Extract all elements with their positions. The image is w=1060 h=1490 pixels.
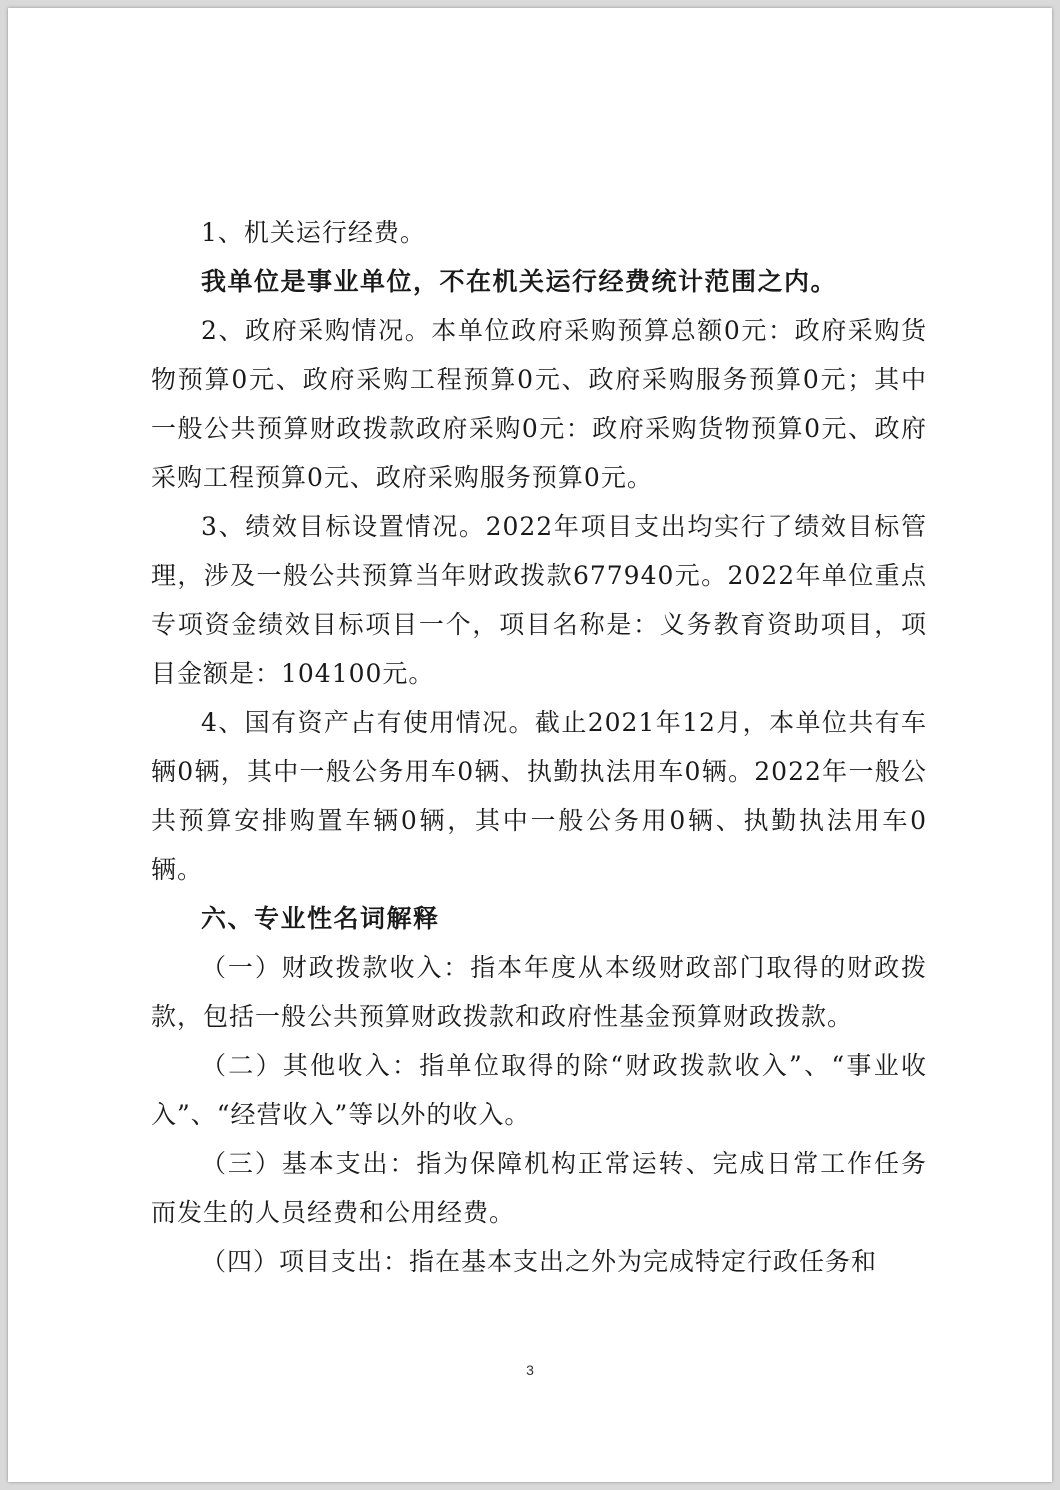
paragraph-term-other-revenue: （二）其他收入：指单位取得的除“财政拨款收入”、“事业收入”、“经营收入”等以外的收入。	[151, 1051, 927, 1129]
document-page	[8, 8, 1052, 1482]
paragraph-term-basic-expenditure: （三）基本支出：指为保障机构正常运转、完成日常工作任务而发生的人员经费和公用经费。	[151, 1149, 927, 1227]
paragraph-term-fiscal-revenue: （一）财政拨款收入：指本年度从本级财政部门取得的财政拨款，包括一般公共预算财政拨款和政府性基金预算财政拨款。	[151, 953, 927, 1031]
paragraph-institution-note: 我单位是事业单位，不在机关运行经费统计范围之内。	[201, 267, 838, 296]
section-heading-terms: 六、专业性名词解释	[201, 904, 440, 933]
paragraph-state-assets: 4、国有资产占有使用情况。截止2021年12月，本单位共有车辆0辆，其中一般公务用车0辆、执勤执法用车0辆。2022年一般公共预算安排购置车辆0辆，其中一般公务用0辆、执勤执法用车0辆。	[151, 708, 927, 884]
page-number: 3	[526, 1362, 534, 1378]
paragraph-admin-expenses: 1、机关运行经费。	[201, 218, 426, 247]
paragraph-procurement: 2、政府采购情况。本单位政府采购预算总额0元：政府采购货物预算0元、政府采购工程预算0元、政府采购服务预算0元；其中一般公共预算财政拨款政府采购0元：政府采购货物预算0元、政府采购工程预算0元、政府采购服务预算0元。	[151, 316, 927, 492]
document-body	[151, 208, 927, 1286]
paragraph-term-project-expenditure: （四）项目支出：指在基本支出之外为完成特定行政任务和	[201, 1247, 878, 1276]
paragraph-performance-goals: 3、绩效目标设置情况。2022年项目支出均实行了绩效目标管理，涉及一般公共预算当年财政拨款677940元。2022年单位重点专项资金绩效目标项目一个，项目名称是：义务教育资助项目，项目金额是：104100元。	[151, 512, 927, 688]
